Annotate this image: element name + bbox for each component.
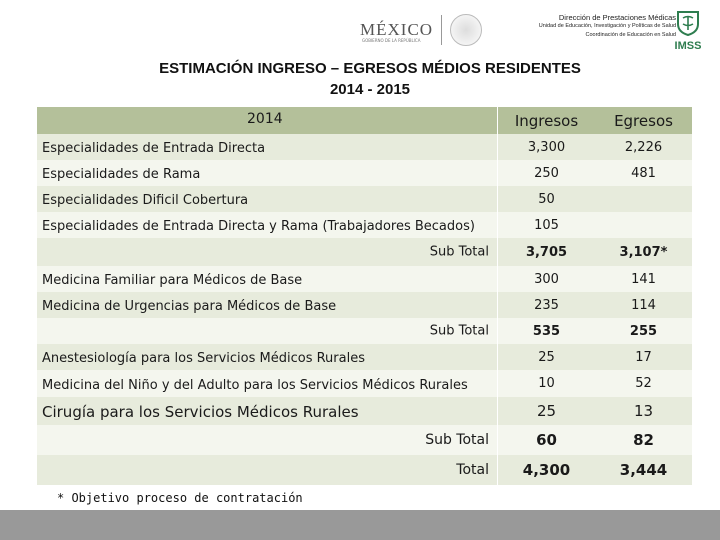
row-label: Anestesiología para los Servicios Médicos Rurales	[42, 351, 365, 366]
egresos-cell	[595, 186, 692, 212]
ingresos-cell	[498, 186, 595, 212]
row-label-cell	[37, 344, 497, 370]
row-label-cell	[37, 186, 497, 212]
egresos-value: 82	[633, 431, 654, 449]
ingresos-cell	[498, 238, 595, 266]
ingresos-value: 105	[534, 217, 559, 233]
egresos-cell	[595, 238, 692, 266]
egresos-cell	[595, 370, 692, 397]
egresos-value: 13	[633, 402, 654, 420]
ingresos-value: 300	[534, 271, 559, 287]
subtotal-label: Sub Total	[429, 323, 489, 339]
ingresos-value: 10	[538, 376, 555, 391]
egresos-value: 114	[631, 297, 656, 313]
egresos-value: 3,107*	[619, 244, 668, 260]
ingresos-value: 250	[534, 165, 559, 181]
header-cell-ingresos	[498, 107, 595, 134]
row-label-cell	[37, 266, 497, 292]
header-egresos: Egresos	[614, 111, 673, 130]
total-row	[37, 455, 692, 485]
ingresos-value: 3,300	[527, 139, 566, 155]
ingresos-cell	[498, 344, 595, 370]
institution-line-3: Coordinación de Educación en Salud	[585, 32, 676, 38]
ingresos-cell	[498, 160, 595, 186]
egresos-cell	[595, 397, 692, 425]
ingresos-value: 235	[534, 297, 559, 313]
ingresos-cell	[498, 370, 595, 397]
imss-logo-text: IMSS	[674, 40, 702, 52]
ingresos-cell	[498, 266, 595, 292]
table-row	[37, 212, 692, 238]
egresos-value: 255	[629, 323, 658, 339]
table-header-row	[37, 107, 692, 134]
ingresos-cell	[498, 318, 595, 344]
header-cell-egresos	[595, 107, 692, 134]
ingresos-cell	[498, 425, 595, 455]
subtotal-label: Sub Total	[425, 432, 489, 448]
imss-logo	[673, 10, 703, 50]
header-ingresos: Ingresos	[514, 111, 579, 130]
imss-shield-icon	[675, 10, 701, 36]
row-label-cell	[37, 397, 497, 425]
row-label-cell	[37, 160, 497, 186]
egresos-value: 17	[635, 349, 652, 365]
ingresos-cell	[498, 134, 595, 160]
egresos-cell	[595, 318, 692, 344]
row-label: Especialidades Dificil Cobertura	[42, 193, 249, 208]
row-label: Medicina de Urgencias para Médicos de Base	[42, 299, 337, 314]
ingresos-cell	[498, 455, 595, 485]
page-title: ESTIMACIÓN INGRESO – EGRESOS MÉDIOS RESIDENTES	[159, 60, 581, 77]
row-label: Especialidades de Rama	[42, 167, 201, 182]
egresos-cell	[595, 160, 692, 186]
row-label-cell	[37, 318, 497, 344]
subtotal-row	[37, 318, 692, 344]
row-label: Medicina Familiar para Médicos de Base	[42, 273, 303, 288]
egresos-cell	[595, 292, 692, 318]
table-row	[37, 370, 692, 397]
row-label-cell	[37, 212, 497, 238]
ingresos-value: 60	[536, 431, 557, 449]
row-label: Especialidades de Entrada Directa y Rama (Trabajadores Becados)	[42, 219, 475, 234]
ingresos-cell	[498, 397, 595, 425]
header-cell-label	[37, 107, 497, 134]
egresos-value: 52	[635, 376, 652, 391]
egresos-cell	[595, 212, 692, 238]
row-label: Cirugía para los Servicios Médicos Rurales	[42, 403, 359, 421]
egresos-value: 481	[631, 165, 656, 181]
egresos-cell	[595, 134, 692, 160]
egresos-cell	[595, 344, 692, 370]
row-label: Especialidades de Entrada Directa	[42, 141, 266, 156]
row-label: Medicina del Niño y del Adulto para los Servicios Médicos Rurales	[42, 378, 468, 393]
subtotal-row	[37, 238, 692, 266]
logo-separator	[441, 15, 442, 45]
mexico-logo-subtitle: GOBIERNO DE LA REPÚBLICA	[362, 38, 421, 43]
bottom-bar	[0, 510, 720, 540]
egresos-cell	[595, 425, 692, 455]
ingresos-value: 3,705	[525, 244, 568, 260]
ingresos-cell	[498, 292, 595, 318]
subtotal-label: Sub Total	[429, 244, 489, 260]
footnote: * Objetivo proceso de contratación	[57, 491, 303, 505]
row-label-cell	[37, 238, 497, 266]
row-label-cell	[37, 370, 497, 397]
header-year: 2014	[247, 111, 283, 127]
ingresos-value: 25	[536, 402, 557, 420]
table-row	[37, 266, 692, 292]
egresos-cell	[595, 455, 692, 485]
egresos-value: 2,226	[624, 139, 663, 155]
institution-line-1: Dirección de Prestaciones Médicas	[558, 13, 676, 22]
institution-line-2: Unidad de Educación, Investigación y Políticas de Salud	[538, 23, 676, 29]
egresos-value: 3,444	[619, 461, 668, 479]
table-row	[37, 134, 692, 160]
subtotal-row	[37, 425, 692, 455]
institution-block	[476, 13, 676, 40]
row-label-cell	[37, 134, 497, 160]
row-label-cell	[37, 455, 497, 485]
mexico-logo-word: MÉXICO	[360, 20, 434, 39]
egresos-value: 141	[631, 271, 656, 287]
table-row	[37, 160, 692, 186]
table-row	[37, 186, 692, 212]
ingresos-cell	[498, 212, 595, 238]
row-label-cell	[37, 292, 497, 318]
ingresos-value: 535	[532, 323, 561, 339]
ingresos-value: 25	[538, 349, 555, 365]
table-row	[37, 292, 692, 318]
page-subtitle: 2014 - 2015	[329, 81, 411, 98]
ingresos-value: 50	[538, 191, 555, 207]
egresos-cell	[595, 266, 692, 292]
table-row	[37, 344, 692, 370]
total-label: Total	[456, 462, 489, 478]
table-row	[37, 397, 692, 425]
ingresos-value: 4,300	[522, 461, 571, 479]
row-label-cell	[37, 425, 497, 455]
